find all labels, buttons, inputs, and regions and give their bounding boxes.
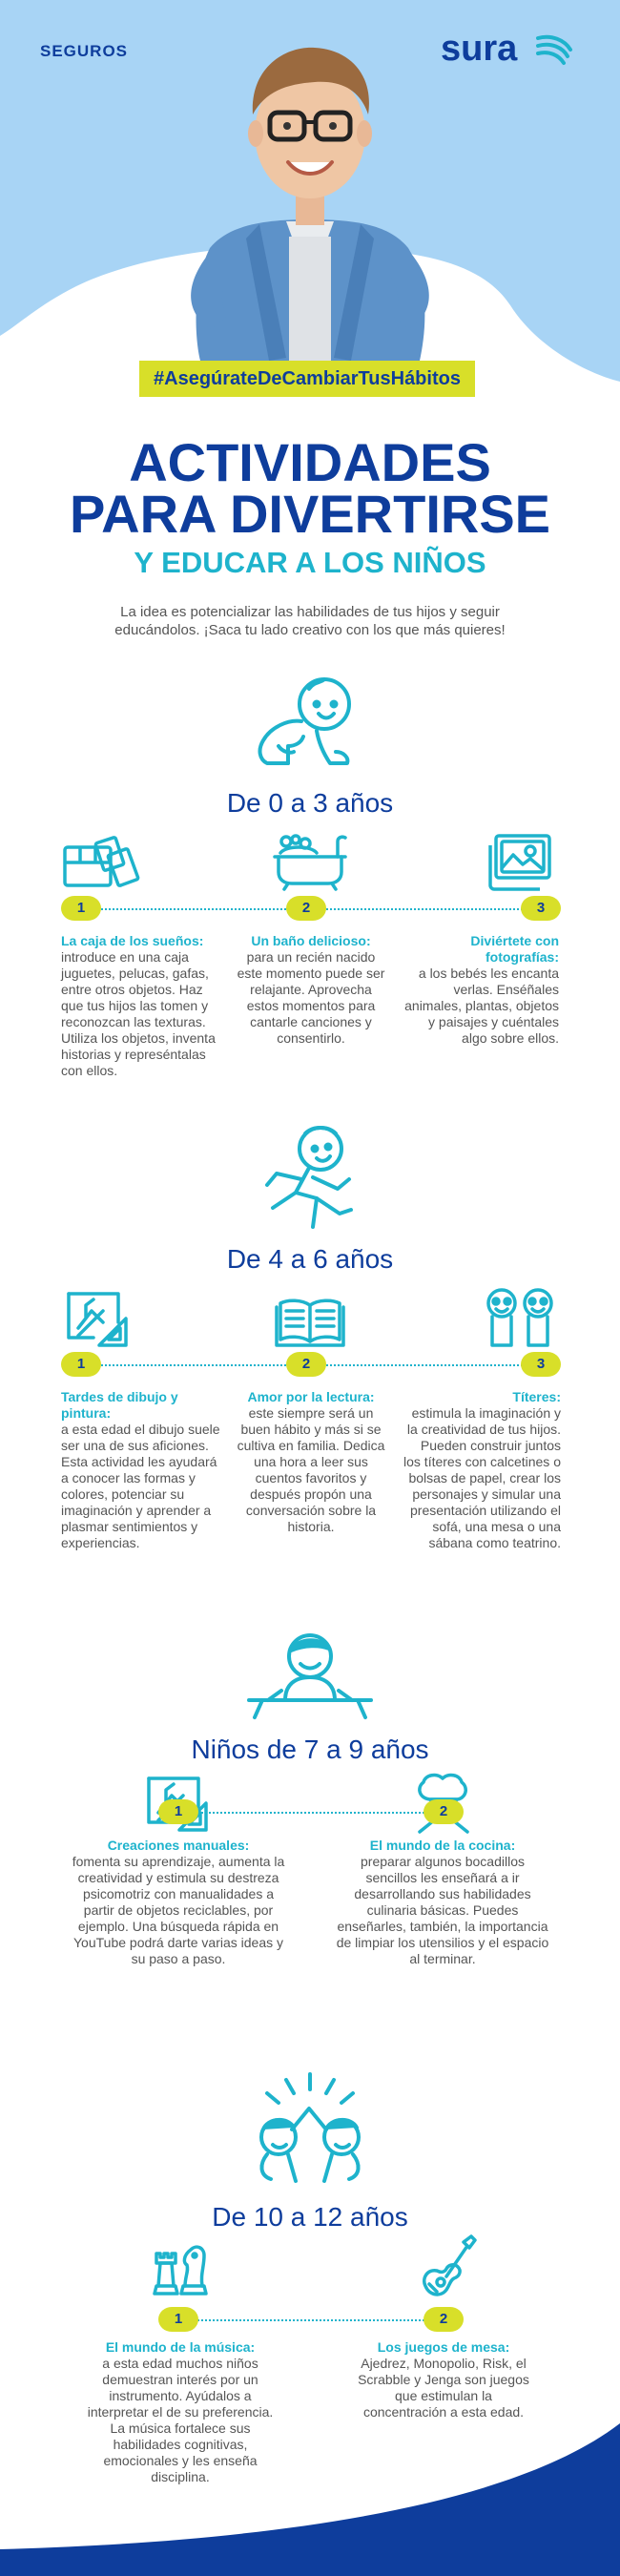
bathtub-icon [271,832,351,891]
activity-text: estimula la imaginación y la creatividad de tus hijos. Pueden construir juntos los títeres con calcetines o bolsas de papel, crear los personajes y simular una presentación utilizando el sofá, una mesa o una sábana como teatrino. [403,1405,561,1550]
title-line-2: PARA DIVERTIRSE [69,484,551,544]
footer-wave [0,2423,620,2576]
running-kid-icon [258,1122,362,1235]
activity-card [336,1838,549,1967]
activity-card [401,933,559,1047]
activity-text: introduce en una caja juguetes, pelucas, gafas, entre otros objetos. Haz que tus hijos las tomen y reconozcan las texturas. Utiliza los objetos, inventa historias y represéntalas con ellos. [61,949,216,1078]
activity-title: La caja de los sueños: [61,933,204,948]
title-line-1: ACTIVIDADES [129,432,491,492]
activity-card [61,933,225,1079]
step-badge: 1 [61,896,101,921]
step-badge: 1 [61,1352,101,1377]
chess-pieces-icon [149,2238,212,2297]
title-subtitle: Y EDUCAR A LOS NIÑOS [134,546,486,579]
photo-icon [486,832,553,893]
kid-at-desk-icon [243,1630,377,1721]
age-title-4-6: De 4 a 6 años [226,1244,394,1274]
hashtag-banner: #AsegúrateDeCambiarTusHábitos [139,361,475,397]
activity-card [353,2339,534,2420]
activity-title: Amor por la lectura: [247,1389,375,1404]
guitar-icon [418,2233,477,2299]
age-title-10-12: De 10 a 12 años [212,2202,408,2232]
seguros-label: SEGUROS [40,42,129,60]
activity-title: El mundo de la cocina: [369,1838,516,1853]
toy-box-icon [61,834,141,891]
activity-title: Un baño delicioso: [251,933,371,948]
activity-card [233,1389,389,1535]
step-badge: 3 [521,896,561,921]
sura-wordmark: sura [441,29,518,69]
activity-text: a esta edad muchos niños demuestran interés por un instrumento. Ayúdalos a interpretar el de su preferencia. La música fortalece sus habilidades cognitivas, emocionales y les enseña disciplina. [87,2356,274,2484]
activity-title: Títeres: [512,1389,561,1404]
step-badge: 2 [424,2307,464,2332]
activity-card [233,933,389,1047]
step-badge: 1 [158,1799,198,1824]
timeline-dots-4 [179,2319,443,2321]
activity-text: preparar algunos bocadillos sencillos les enseñará a ir desarrollando sus habilidades culinaria básicas. Puedes enseñarles, también, la importancia de limpiar los utensilios y el espacio al terminar. [336,1854,549,1966]
activity-card [401,1389,561,1551]
step-badge: 2 [286,1352,326,1377]
activity-text: a esta edad el dibujo suele ser una de sus aficiones. Esta actividad les ayudará a conocer las formas y colores, potenciar su imaginación y aprender a plasmar sentimientos y experiencias. [61,1422,220,1550]
activity-card [61,1389,223,1551]
step-badge: 1 [158,2307,198,2332]
step-badge: 2 [424,1799,464,1824]
activity-title: Tardes de dibujo y pintura: [61,1389,178,1421]
activity-title: Los juegos de mesa: [377,2339,510,2355]
intro-text: La idea es potencializar las habilidades de tus hijos y seguir educándolos. ¡Saca tu lado creativo con los que más quieres! [114,604,506,638]
baby-icon [250,672,361,771]
activity-title: El mundo de la música: [105,2339,256,2355]
timeline-dots-3 [179,1812,443,1814]
activity-text: para un recién nacido este momento puede ser relajante. Aprovecha estos momentos para cantarle canciones y consentirlo. [237,949,385,1046]
drawing-tools-icon [65,1290,132,1349]
activity-title: Diviértete con fotografías: [470,933,559,965]
step-badge: 3 [521,1352,561,1377]
puppets-icon [481,1286,559,1349]
activity-title: Creaciones manuales: [107,1838,250,1853]
activity-text: fomenta su aprendizaje, aumenta la creatividad y estimula su destreza psicomotriz con manualidades a partir de objetos reciclables, por ejemplo. Una búsqueda rápida en YouTube podrá darte varias ideas y su paso a paso. [72,1854,285,1966]
step-badge: 2 [286,896,326,921]
activity-text: a los bebés les encanta verlas. Enséñales animales, plantas, objetos y paisajes y cuéntales algo sobre ellos. [404,966,559,1046]
activity-card [69,1838,288,1967]
age-title-7-9: Niños de 7 a 9 años [191,1735,429,1764]
open-book-icon [275,1296,345,1347]
age-title-0-3: De 0 a 3 años [226,788,394,818]
activity-text: Ajedrez, Monopolio, Risk, el Scrabble y Jenga son juegos que estimulan la concentración a esta edad. [358,2356,529,2420]
kid-photo [0,0,620,382]
kids-high-five-icon [238,2070,382,2185]
activity-text: este siempre será un buen hábito y más si se cultiva en familia. Dedica una hora a leer sus cuentos favoritos y después propón una conversación sobre la historia. [237,1405,385,1534]
